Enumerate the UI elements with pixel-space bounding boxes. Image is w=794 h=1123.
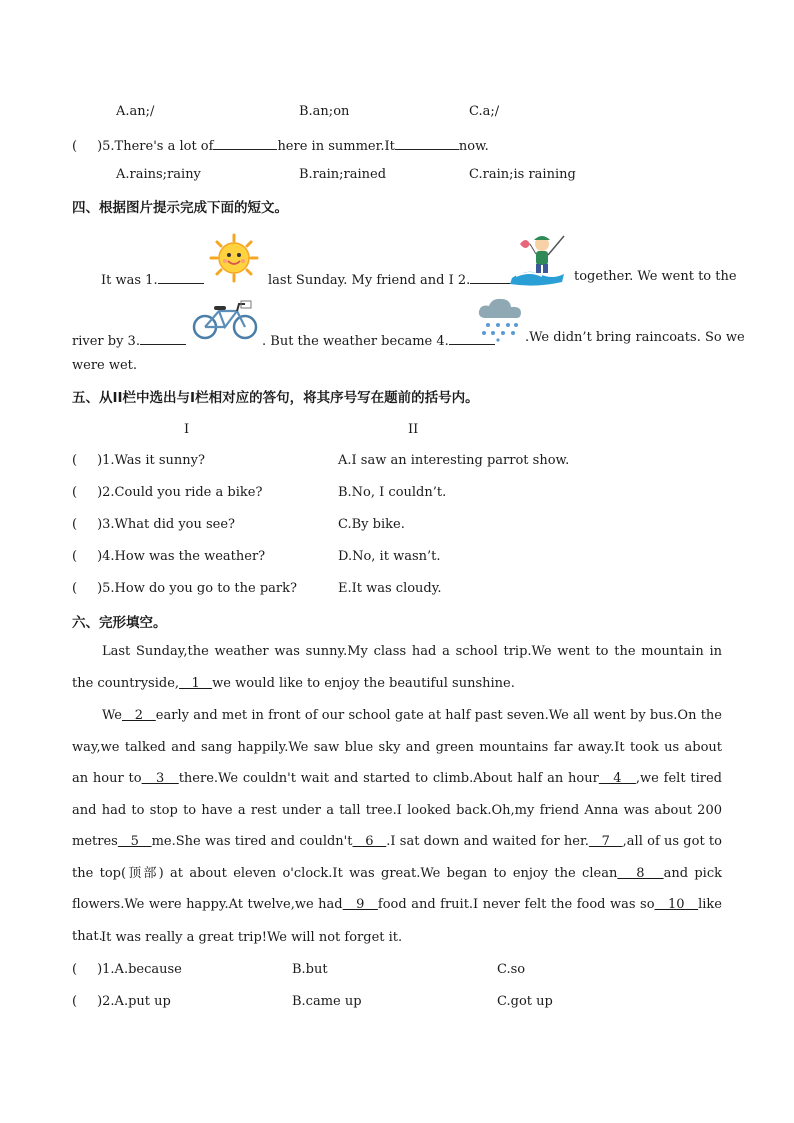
matching-answer: A.I saw an interesting parrot show. [338,453,570,468]
q5-stem-c: now. [458,139,489,154]
sec4-line2-c: .We didn’t bring raincoats. So we [525,330,745,345]
cloze-blank: 7 [588,834,623,849]
cloze-paragraph-1: Last Sunday,the weather was sunny.My class had a school trip.We went to the mountain in the countryside, 1 we would like to enjoy the beautiful sunshine. [72,644,722,691]
matching-question: ( )3.What did you see? [72,517,236,532]
sec4-line1-a: It was 1. [101,269,204,288]
option-c: C.a;/ [469,104,500,119]
cloze-blank: 3 [141,771,179,786]
q5-stem-a: )5.There's a lot of [97,139,214,154]
question-5 [72,135,489,154]
sec4-line1-b: last Sunday. My friend and I 2. [268,269,516,288]
answer-paren: ( [72,139,78,154]
cloze-blank: 5 [117,834,152,849]
cloze-blank: 4 [598,771,636,786]
sec4-line1-c: together. We went to the [574,269,737,284]
bicycle-icon [191,299,259,341]
sec4-line2-a: river by 3. [72,330,186,349]
section-6-title: 六、完形填空。 [72,615,167,631]
matching-question: ( )5.How do you go to the park? [72,581,297,596]
cloze-blank: 6 [352,834,387,849]
cloze-blank: 2 [122,708,156,723]
cloze-blank: 1 [179,675,213,691]
rain-cloud-icon [476,296,524,342]
blank-line [395,135,459,150]
cloze-blank: 9 [342,897,378,912]
column-2-header: II [408,422,419,437]
matching-answer: C.By bike. [338,517,405,532]
cloze-q1-option-c: C.so [497,962,526,977]
boy-fishing-icon [506,230,568,288]
q5-option-a: A.rains;rainy [116,167,201,182]
matching-question: ( )4.How was the weather? [72,549,266,564]
matching-question: ( )1.Was it sunny? [72,453,205,468]
matching-answer: E.It was cloudy. [338,581,442,596]
matching-question: ( )2.Could you ride a bike? [72,485,263,500]
column-1-header: I [184,422,190,437]
section-4-title: 四、根据图片提示完成下面的短文。 [72,200,288,216]
cloze-question-1: ( )1.A.because [72,962,182,977]
q5-stem-b: here in summer.It [277,139,395,154]
q5-option-b: B.rain;rained [299,167,387,182]
cloze-blank: 8 [617,865,664,881]
matching-answer: D.No, it wasn’t. [338,549,441,564]
cloze-q2-option-c: C.got up [497,994,553,1009]
cloze-paragraph-3: It was really a great trip!We will not forget it. [101,930,403,945]
sun-icon [207,233,261,283]
sec4-line3: were wet. [72,358,138,373]
matching-answer: B.No, I couldn’t. [338,485,447,500]
cloze-blank: 10 [654,897,699,912]
cloze-q2-option-b: B.came up [292,994,362,1009]
option-a: A.an;/ [116,104,155,119]
blank-line [213,135,277,150]
cloze-question-2: ( )2.A.put up [72,994,171,1009]
option-b: B.an;on [299,104,350,119]
sec4-line2-b: . But the weather became 4. [262,330,495,349]
q5-option-c: C.rain;is raining [469,167,576,182]
section-5-title: 五、从II栏中选出与I栏相对应的答句，将其序号写在题前的括号内。 [72,390,479,406]
cloze-paragraph-2: We 2 early and met in front of our school gate at half past seven.We all went by bus.On the way,we talked and sang happily.We saw blue sky and green mountains far away.It took us about an hour to 3 there.We couldn't wait and started to climb.About half an hour 4 ,we felt tired and had to stop to have a rest under a tall tree.I looked back.Oh,my friend Anna was about 200 metres 5 me.She was tired and couldn't 6 .I sat down and waited for her. 7 ,all of us got to the top(顶部) at about eleven o'clock.It was great.We began to enjoy the clean 8 and pick flowers.We were happy.At twelve,we had 9 food and fruit.I never felt the food was so 10 like that. [72,708,722,944]
cloze-q1-option-b: B.but [292,962,328,977]
